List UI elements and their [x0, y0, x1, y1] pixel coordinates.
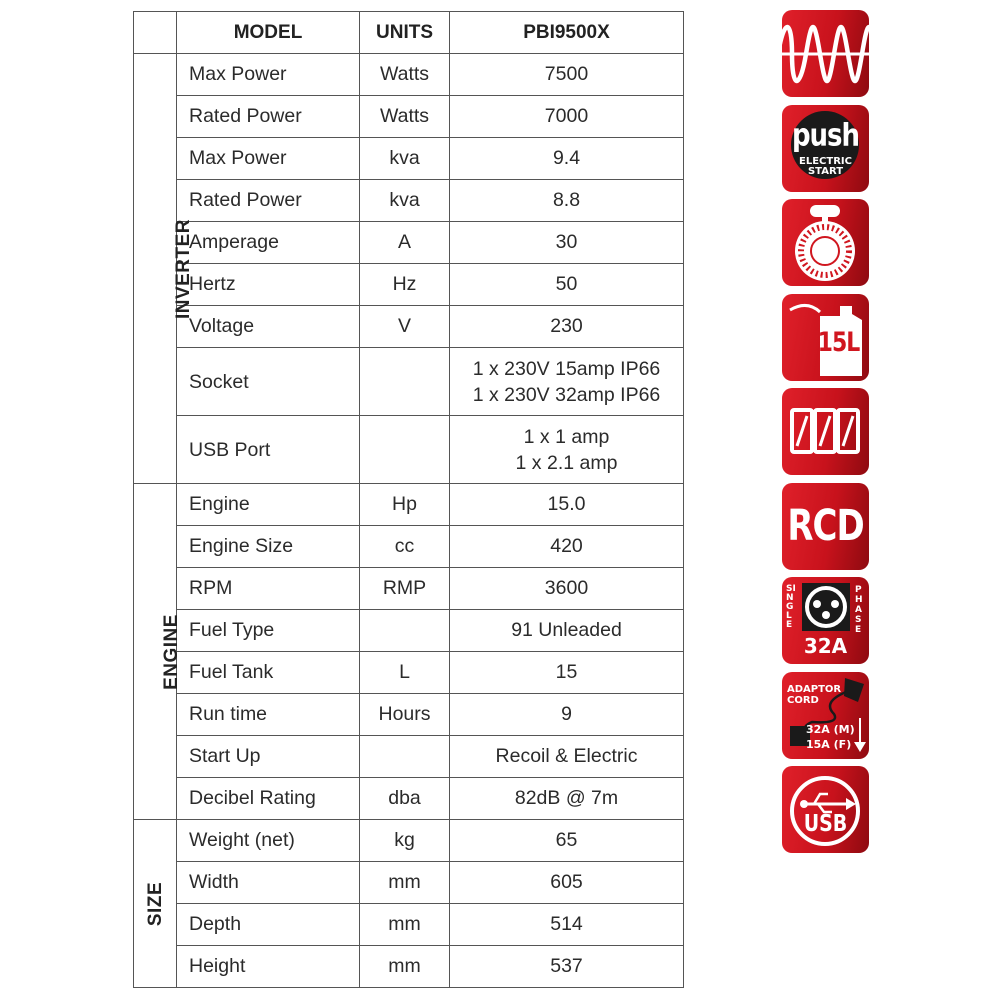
- table-row: [134, 54, 684, 96]
- table-row: [134, 862, 684, 904]
- table-row: [134, 694, 684, 736]
- spec-unit: Watts: [360, 96, 450, 138]
- usb-text: USB: [803, 810, 848, 838]
- table-row: [134, 484, 684, 526]
- spec-label: Weight (net): [177, 820, 360, 862]
- spec-unit: Hp: [360, 484, 450, 526]
- header-units: UNITS: [360, 12, 450, 54]
- section-label-size: [134, 820, 177, 988]
- table-row: [134, 96, 684, 138]
- rcd-icon: [782, 483, 869, 570]
- spec-label: RPM: [177, 568, 360, 610]
- female-amps-text: 15A (F): [806, 737, 852, 751]
- section-label-inverter: [134, 54, 195, 484]
- spec-unit: dba: [360, 778, 450, 820]
- spec-value: 65: [450, 820, 684, 862]
- spec-label: Fuel Tank: [177, 652, 360, 694]
- spec-value: 8.8: [450, 180, 684, 222]
- adaptor-text: ADAPTOR: [787, 683, 842, 695]
- single-text: SINGLE: [786, 584, 796, 630]
- spec-unit: Hz: [360, 264, 450, 306]
- recoil-start-icon: [782, 199, 869, 286]
- spec-unit: kva: [360, 138, 450, 180]
- male-amps-text: 32A (M): [806, 722, 855, 736]
- spec-unit: L: [360, 652, 450, 694]
- spec-value-line: 1 x 230V 32amp IP66: [472, 383, 661, 406]
- spec-value: 9: [450, 694, 684, 736]
- spec-value: [450, 348, 684, 416]
- spec-value: 15.0: [450, 484, 684, 526]
- spec-unit: [360, 736, 450, 778]
- spec-label: Rated Power: [177, 180, 360, 222]
- spec-value: 15: [450, 652, 684, 694]
- table-row: [134, 652, 684, 694]
- table-row: [134, 306, 684, 348]
- spec-value: 7000: [450, 96, 684, 138]
- feature-icons: [782, 10, 869, 861]
- spec-unit: Hours: [360, 694, 450, 736]
- spec-value: 420: [450, 526, 684, 568]
- spec-label: Width: [177, 862, 360, 904]
- section-title: ENGINE: [160, 614, 182, 690]
- hour-meter-icon: [782, 388, 869, 475]
- spec-unit: cc: [360, 526, 450, 568]
- spec-label: Hertz: [177, 264, 360, 306]
- single-phase-32a-icon: [782, 577, 869, 664]
- spec-value: 50: [450, 264, 684, 306]
- header-model: MODEL: [177, 12, 360, 54]
- table-row: [134, 264, 684, 306]
- start-text: START: [807, 166, 844, 177]
- table-row: [134, 610, 684, 652]
- header-row: [134, 12, 684, 54]
- table-row: [134, 946, 684, 988]
- adaptor-amps: [806, 722, 855, 752]
- spec-value: 230: [450, 306, 684, 348]
- table-row: [134, 180, 684, 222]
- electric-text: ELECTRIC: [799, 156, 852, 167]
- spec-unit: mm: [360, 862, 450, 904]
- spec-label: Decibel Rating: [177, 778, 360, 820]
- table-row: [134, 820, 684, 862]
- table-row: [134, 526, 684, 568]
- section-title: SIZE: [145, 881, 167, 927]
- spec-label: Height: [177, 946, 360, 988]
- spec-label: Voltage: [177, 306, 360, 348]
- spec-unit: kva: [360, 180, 450, 222]
- spec-value: 514: [450, 904, 684, 946]
- spec-unit: mm: [360, 946, 450, 988]
- spec-label: Socket: [177, 348, 360, 416]
- spec-value: 91 Unleaded: [450, 610, 684, 652]
- adaptor-cord-label: [787, 684, 841, 706]
- phase-text: PHASE: [855, 585, 863, 635]
- spec-label: Amperage: [177, 222, 360, 264]
- spec-value: 9.4: [450, 138, 684, 180]
- section-title: INVERTER: [173, 218, 195, 320]
- rcd-text: RCD: [787, 501, 864, 551]
- spec-value-line: 1 x 2.1 amp: [515, 451, 618, 474]
- table-row: [134, 348, 684, 416]
- spec-label: Start Up: [177, 736, 360, 778]
- spec-label: Run time: [177, 694, 360, 736]
- header-model-number: PBI9500X: [450, 12, 684, 54]
- push-electric-start-icon: [782, 105, 869, 192]
- spec-label: Max Power: [177, 138, 360, 180]
- spec-unit: mm: [360, 904, 450, 946]
- table-row: [134, 736, 684, 778]
- amperage-text: 32A: [803, 633, 848, 658]
- spec-unit: V: [360, 306, 450, 348]
- section-label-engine: [134, 484, 182, 820]
- spec-value: 605: [450, 862, 684, 904]
- fuel-tank-15l-icon: [782, 294, 869, 381]
- spec-unit: [360, 610, 450, 652]
- push-text: push: [791, 118, 860, 154]
- spec-value: Recoil & Electric: [450, 736, 684, 778]
- spec-unit: A: [360, 222, 450, 264]
- table-row: [134, 568, 684, 610]
- spec-value: 537: [450, 946, 684, 988]
- spec-value: 30: [450, 222, 684, 264]
- spec-value: [450, 416, 684, 484]
- spec-value-line: 1 x 230V 15amp IP66: [472, 357, 661, 380]
- spec-label: USB Port: [177, 416, 360, 484]
- spec-value: 3600: [450, 568, 684, 610]
- table-row: [134, 778, 684, 820]
- adaptor-cord-icon: [782, 672, 869, 759]
- fuel-capacity-text: 15L: [817, 328, 860, 359]
- spec-label: Engine Size: [177, 526, 360, 568]
- spec-unit: RMP: [360, 568, 450, 610]
- sine-wave-icon: [782, 10, 869, 97]
- header-blank: [134, 12, 177, 54]
- spec-unit: kg: [360, 820, 450, 862]
- spec-label: Fuel Type: [177, 610, 360, 652]
- table-row: [134, 222, 684, 264]
- spec-unit: [360, 416, 450, 484]
- spec-value: 82dB @ 7m: [450, 778, 684, 820]
- spec-value: 7500: [450, 54, 684, 96]
- usb-icon: [782, 766, 869, 853]
- spec-table: [133, 11, 684, 988]
- spec-label: Rated Power: [177, 96, 360, 138]
- table-row: [134, 416, 684, 484]
- spec-label: Engine: [177, 484, 360, 526]
- table-row: [134, 138, 684, 180]
- spec-value-line: 1 x 1 amp: [523, 425, 610, 448]
- spec-label: Max Power: [177, 54, 360, 96]
- spec-unit: [360, 348, 450, 416]
- table-row: [134, 904, 684, 946]
- spec-unit: Watts: [360, 54, 450, 96]
- cord-text: CORD: [787, 694, 819, 706]
- spec-label: Depth: [177, 904, 360, 946]
